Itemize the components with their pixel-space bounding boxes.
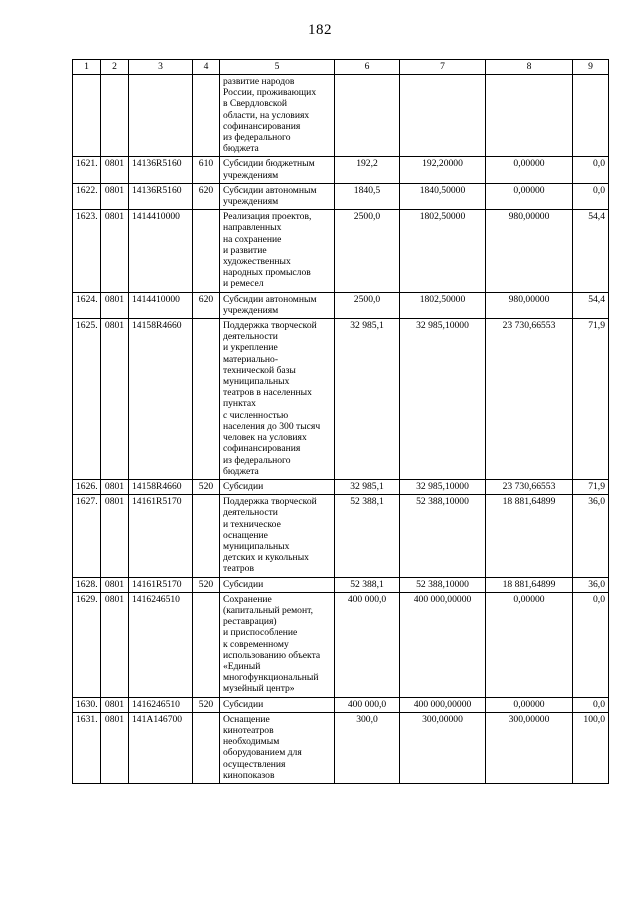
row-number-cell: 1623.	[73, 210, 101, 292]
item-name-line: осуществления	[223, 758, 286, 770]
target-article-cell: 14161R5170	[129, 495, 193, 577]
row-number-cell: 1630.	[73, 697, 101, 712]
item-name-cell	[220, 697, 335, 712]
column-header: 8	[486, 60, 573, 75]
section-code-cell: 0801	[101, 157, 129, 183]
item-name-line: муниципальных	[223, 376, 290, 388]
item-name-line: музейный центр»	[223, 683, 295, 695]
target-article-cell: 141A146700	[129, 712, 193, 783]
execution-percent-cell: 71,9	[573, 319, 609, 480]
executed-amount-cell: 300,00000	[486, 712, 573, 783]
section-code-cell: 0801	[101, 210, 129, 292]
target-article-cell: 1416246510	[129, 592, 193, 697]
table-row	[73, 292, 609, 318]
executed-amount-cell: 23 730,66553	[486, 319, 573, 480]
row-number-cell: 1621.	[73, 157, 101, 183]
item-name-line: Поддержка творческой	[223, 320, 317, 332]
item-name-line: театров в населенных	[223, 387, 312, 399]
column-header: 9	[573, 60, 609, 75]
item-name-line: использованию объекта	[223, 649, 321, 661]
item-name-line: развитие народов	[223, 76, 295, 87]
planned-amount-cell: 192,2	[335, 157, 400, 183]
target-article-cell: 1416246510	[129, 697, 193, 712]
section-code-cell: 0801	[101, 319, 129, 480]
item-name-cell	[220, 157, 335, 183]
item-name-line: кинотеатров	[223, 724, 274, 736]
item-name-line: Реализация проектов,	[223, 211, 312, 223]
target-article-cell: 14136R5160	[129, 157, 193, 183]
target-article-cell: 14136R5160	[129, 183, 193, 209]
row-number-cell: 1627.	[73, 495, 101, 577]
table-row	[73, 577, 609, 592]
item-name-line: человек на условиях	[223, 432, 307, 444]
execution-percent-cell: 0,0	[573, 183, 609, 209]
planned-amount-cell: 2500,0	[335, 292, 400, 318]
refined-amount-cell: 1840,50000	[400, 183, 486, 209]
table-row	[73, 157, 609, 183]
item-name-line: и развитие	[223, 244, 267, 256]
column-header: 2	[101, 60, 129, 75]
refined-amount-cell: 32 985,10000	[400, 319, 486, 480]
table-row	[73, 183, 609, 209]
section-code-cell: 0801	[101, 479, 129, 494]
section-code-cell: 0801	[101, 292, 129, 318]
item-name-cell	[220, 183, 335, 209]
column-number-row	[73, 60, 609, 75]
item-name-line: направленных	[223, 222, 282, 234]
planned-amount-cell: 400 000,0	[335, 592, 400, 697]
table-row	[73, 495, 609, 577]
execution-percent-cell: 0,0	[573, 157, 609, 183]
target-article-cell: 1414410000	[129, 292, 193, 318]
item-name-line: муниципальных	[223, 540, 290, 552]
planned-amount-cell: 52 388,1	[335, 577, 400, 592]
row-number-cell: 1626.	[73, 479, 101, 494]
section-code-cell: 0801	[101, 183, 129, 209]
expense-type-cell	[193, 75, 220, 157]
row-number-cell	[73, 75, 101, 157]
item-name-line: области, на условиях	[223, 109, 310, 121]
item-name-line: деятельности	[223, 331, 278, 343]
expense-type-cell	[193, 210, 220, 292]
executed-amount-cell: 18 881,64899	[486, 577, 573, 592]
item-name-line: софинансирования	[223, 443, 301, 455]
executed-amount-cell: 23 730,66553	[486, 479, 573, 494]
item-name-line: пунктах	[223, 398, 256, 410]
item-name-cell	[220, 495, 335, 577]
item-name-line: России, проживающих	[223, 87, 317, 99]
executed-amount-cell	[486, 75, 573, 157]
expense-type-cell	[193, 712, 220, 783]
item-name-line: необходимым	[223, 736, 280, 748]
column-header: 3	[129, 60, 193, 75]
item-name-line: «Единый	[223, 660, 261, 672]
planned-amount-cell: 32 985,1	[335, 319, 400, 480]
item-name-line: материально-	[223, 353, 279, 365]
table-body	[73, 75, 609, 784]
refined-amount-cell: 52 388,10000	[400, 495, 486, 577]
execution-percent-cell: 54,4	[573, 292, 609, 318]
expense-type-cell: 620	[193, 183, 220, 209]
item-name-line: технической базы	[223, 364, 296, 376]
target-article-cell: 1414410000	[129, 210, 193, 292]
expense-type-cell: 520	[193, 697, 220, 712]
table-row	[73, 319, 609, 480]
item-name-line: реставрация)	[223, 616, 277, 628]
expense-type-cell: 610	[193, 157, 220, 183]
section-code-cell: 0801	[101, 712, 129, 783]
item-name-line: Субсидии	[223, 698, 264, 710]
item-name-cell	[220, 319, 335, 480]
column-header: 1	[73, 60, 101, 75]
item-name-line: и приспособление	[223, 627, 298, 639]
table-row	[73, 210, 609, 292]
row-number-cell: 1631.	[73, 712, 101, 783]
row-number-cell: 1629.	[73, 592, 101, 697]
section-code-cell	[101, 75, 129, 157]
column-header: 6	[335, 60, 400, 75]
refined-amount-cell	[400, 75, 486, 157]
item-name-line: бюджета	[223, 143, 259, 155]
execution-percent-cell: 36,0	[573, 495, 609, 577]
item-name-line: и укрепление	[223, 342, 278, 354]
planned-amount-cell: 1840,5	[335, 183, 400, 209]
execution-percent-cell: 100,0	[573, 712, 609, 783]
item-name-line: (капитальный ремонт,	[223, 604, 313, 616]
item-name-line: в Свердловской	[223, 98, 288, 110]
budget-table	[72, 59, 609, 784]
table-row	[73, 75, 609, 157]
item-name-line: учреждениям	[223, 196, 279, 208]
planned-amount-cell: 32 985,1	[335, 479, 400, 494]
table-row	[73, 712, 609, 783]
section-code-cell: 0801	[101, 697, 129, 712]
item-name-cell	[220, 292, 335, 318]
item-name-line: Сохранение	[223, 593, 272, 605]
item-name-line: Субсидии автономным	[223, 293, 317, 305]
executed-amount-cell: 0,00000	[486, 157, 573, 183]
target-article-cell	[129, 75, 193, 157]
executed-amount-cell: 980,00000	[486, 292, 573, 318]
item-name-line: театров	[223, 563, 255, 575]
expense-type-cell: 620	[193, 292, 220, 318]
item-name-line: оснащение	[223, 529, 268, 541]
target-article-cell: 14158R4660	[129, 479, 193, 494]
column-header: 7	[400, 60, 486, 75]
item-name-line: и техническое	[223, 518, 281, 530]
item-name-line: бюджета	[223, 465, 259, 477]
execution-percent-cell: 54,4	[573, 210, 609, 292]
item-name-line: Субсидии	[223, 480, 264, 492]
item-name-line: Оснащение	[223, 713, 270, 725]
planned-amount-cell	[335, 75, 400, 157]
refined-amount-cell: 32 985,10000	[400, 479, 486, 494]
execution-percent-cell: 71,9	[573, 479, 609, 494]
expense-type-cell: 520	[193, 577, 220, 592]
item-name-cell	[220, 210, 335, 292]
item-name-cell	[220, 592, 335, 697]
column-header: 5	[220, 60, 335, 75]
item-name-line: оборудованием для	[223, 747, 302, 759]
executed-amount-cell: 18 881,64899	[486, 495, 573, 577]
column-header: 4	[193, 60, 220, 75]
section-code-cell: 0801	[101, 592, 129, 697]
item-name-cell	[220, 577, 335, 592]
row-number-cell: 1624.	[73, 292, 101, 318]
refined-amount-cell: 1802,50000	[400, 292, 486, 318]
item-name-line: населения до 300 тысяч	[223, 420, 321, 432]
table-row	[73, 592, 609, 697]
item-name-line: художественных	[223, 256, 291, 268]
item-name-line: многофункциональный	[223, 672, 319, 684]
target-article-cell: 14161R5170	[129, 577, 193, 592]
executed-amount-cell: 0,00000	[486, 592, 573, 697]
item-name-line: учреждениям	[223, 304, 279, 316]
item-name-line: к современному	[223, 638, 289, 650]
table-row	[73, 479, 609, 494]
item-name-line: Субсидии автономным	[223, 184, 317, 196]
execution-percent-cell: 36,0	[573, 577, 609, 592]
row-number-cell: 1622.	[73, 183, 101, 209]
item-name-cell	[220, 75, 335, 157]
item-name-line: софинансирования	[223, 120, 301, 132]
target-article-cell: 14158R4660	[129, 319, 193, 480]
row-number-cell: 1628.	[73, 577, 101, 592]
item-name-cell	[220, 712, 335, 783]
executed-amount-cell: 0,00000	[486, 697, 573, 712]
planned-amount-cell: 400 000,0	[335, 697, 400, 712]
execution-percent-cell: 0,0	[573, 592, 609, 697]
item-name-line: народных промыслов	[223, 267, 311, 279]
item-name-line: кинопоказов	[223, 769, 275, 781]
execution-percent-cell: 0,0	[573, 697, 609, 712]
item-name-line: Поддержка творческой	[223, 496, 317, 508]
item-name-line: учреждениям	[223, 169, 279, 181]
refined-amount-cell: 300,00000	[400, 712, 486, 783]
item-name-line: деятельности	[223, 507, 278, 519]
section-code-cell: 0801	[101, 577, 129, 592]
planned-amount-cell: 52 388,1	[335, 495, 400, 577]
table-row	[73, 697, 609, 712]
page-number: 182	[308, 22, 332, 38]
expense-type-cell	[193, 495, 220, 577]
item-name-line: детских и кукольных	[223, 552, 309, 564]
refined-amount-cell: 400 000,00000	[400, 592, 486, 697]
section-code-cell: 0801	[101, 495, 129, 577]
item-name-line: из федерального	[223, 132, 291, 144]
expense-type-cell: 520	[193, 479, 220, 494]
executed-amount-cell: 980,00000	[486, 210, 573, 292]
item-name-line: Субсидии бюджетным	[223, 158, 315, 170]
refined-amount-cell: 400 000,00000	[400, 697, 486, 712]
item-name-line: на сохранение	[223, 233, 282, 245]
planned-amount-cell: 2500,0	[335, 210, 400, 292]
item-name-line: с численностью	[223, 409, 289, 421]
expense-type-cell	[193, 592, 220, 697]
refined-amount-cell: 52 388,10000	[400, 577, 486, 592]
execution-percent-cell	[573, 75, 609, 157]
refined-amount-cell: 192,20000	[400, 157, 486, 183]
refined-amount-cell: 1802,50000	[400, 210, 486, 292]
executed-amount-cell: 0,00000	[486, 183, 573, 209]
row-number-cell: 1625.	[73, 319, 101, 480]
item-name-cell	[220, 479, 335, 494]
planned-amount-cell: 300,0	[335, 712, 400, 783]
item-name-line: из федерального	[223, 454, 291, 466]
expense-type-cell	[193, 319, 220, 480]
item-name-line: и ремесел	[223, 278, 264, 290]
item-name-line: Субсидии	[223, 578, 264, 590]
